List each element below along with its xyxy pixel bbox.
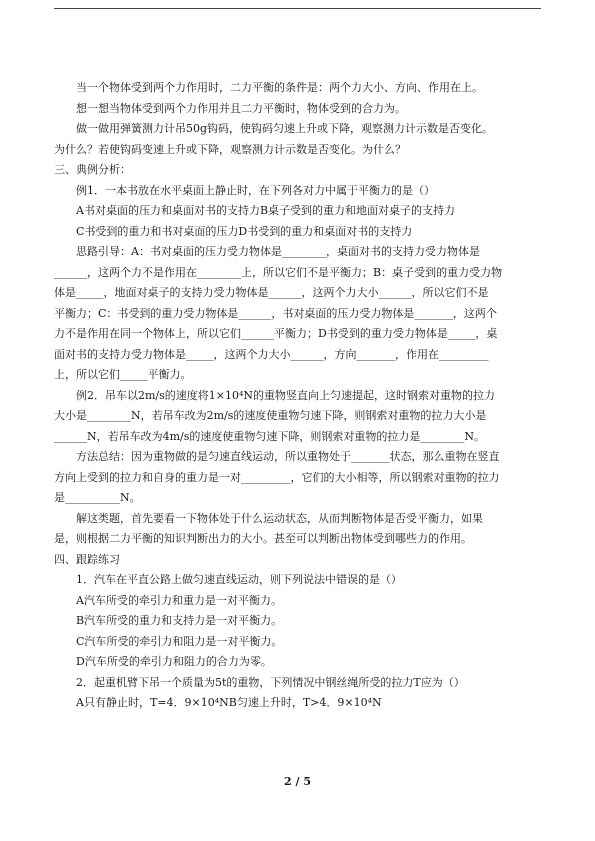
method-summary-line-2: 方向上受到的拉力和自身的重力是一对_________，它们的大小相等，所以钢索对重物的拉力 [54,470,500,484]
practice-1-option-c: C汽车所受的牵引力和阻力是一对平衡力。 [76,634,283,648]
hint-line-4: 平衡力；C：书受到的重力受力物体是______，书对桌面的压力受力物体是_______，这两个 [54,306,497,320]
method-summary-line-3: 是__________N。 [54,491,141,504]
header-rule [54,8,541,9]
hint-line-3: 体是_____，地面对桌子的支持力受力物体是______，这两个力大小______，所以它们不是 [54,286,489,299]
text-line-3: 做一做用弹簧测力计吊50g钩码，使钩码匀速上升或下降，观察测力计示数是否变化。 [76,122,494,135]
example-1-options-ab: A书对桌面的压力和桌面对书的支持力B桌子受到的重力和地面对桌子的支持力 [76,204,456,217]
page-number: 2 / 5 [284,775,311,788]
example-2-line-3: ______N，若吊车改为4m/s的速度使重物匀速下降，则钢索对重物的拉力是________N。 [54,429,486,443]
solution-note-line-2: 是，则根据二力平衡的知识判断出力的大小。甚至可以判断出物体受到哪些力的作用。 [54,532,472,545]
section-heading-practice: 四、跟踪练习 [54,552,120,566]
practice-1-option-d: D汽车所受的牵引力和阻力的合力为零。 [76,655,272,668]
practice-1-option-b: B汽车所受的重力和支持力是一对平衡力。 [76,614,283,627]
document-body [54,78,544,714]
text-line-4: 为什么？若使钩码变速上升或下降，观察测力计示数是否变化。为什么？ [54,142,406,156]
practice-2-question: 2．起重机臂下吊一个质量为5t的重物，下列情况中钢丝绳所受的拉力T应为（） [76,675,465,689]
section-heading-examples: 三、典例分析： [54,163,131,176]
hint-line-7: 上，所以它们_____平衡力。 [54,368,192,381]
hint-line-5: 力不是作用在同一个物体上，所以它们______平衡力；D书受到的重力受力物体是_____，桌 [54,327,498,340]
hint-line-1: 思路引导：A：书对桌面的压力受力物体是________，桌面对书的支持力受力物体是 [76,245,480,258]
practice-2-options: A只有静止时，T=4．9×10⁴NB匀速上升时，T>4．9×10⁴N [76,696,382,709]
text-line-1: 当一个物体受到两个力作用时，二力平衡的条件是：两个力大小、方向、作用在上。 [76,81,483,94]
example-1-question: 例1．一本书放在水平桌面上静止时，在下列各对力中属于平衡力的是（） [76,183,435,197]
hint-line-6: 面对书的支持力受力物体是_____，这两个力大小______，方向_______，作用在_________ [54,347,489,361]
hint-line-2: ______，这两个力不是作用在________上，所以它们不是平衡力；B：桌子受到的重力受力物 [54,265,503,279]
example-1-options-cd: C书受到的重力和书对桌面的压力D书受到的重力和桌面对书的支持力 [76,224,413,238]
practice-1-option-a: A汽车所受的牵引力和重力是一对平衡力。 [76,593,282,607]
solution-note-line-1: 解这类题，首先要看一下物体处于什么运动状态，从而判断物体是否受平衡力，如果 [76,511,483,525]
text-line-2: 想一想当物体受到两个力作用并且二力平衡时，物体受到的合力为。 [76,101,406,115]
example-2-line-1: 例2．吊车以2m/s的速度将1×10⁴N的重物竖直向上匀速提起，这时钢索对重物的拉力 [76,388,496,402]
example-2-line-2: 大小是________N，若吊车改为2m/s的速度使重物匀速下降，则钢索对重物的拉力大小是 [54,409,487,422]
practice-1-question: 1．汽车在平直公路上做匀速直线运动，则下列说法中错误的是（） [76,573,402,586]
method-summary-line-1: 方法总结：因为重物做的是匀速直线运动，所以重物处于_______状态，那么重物在竖直 [76,450,500,463]
